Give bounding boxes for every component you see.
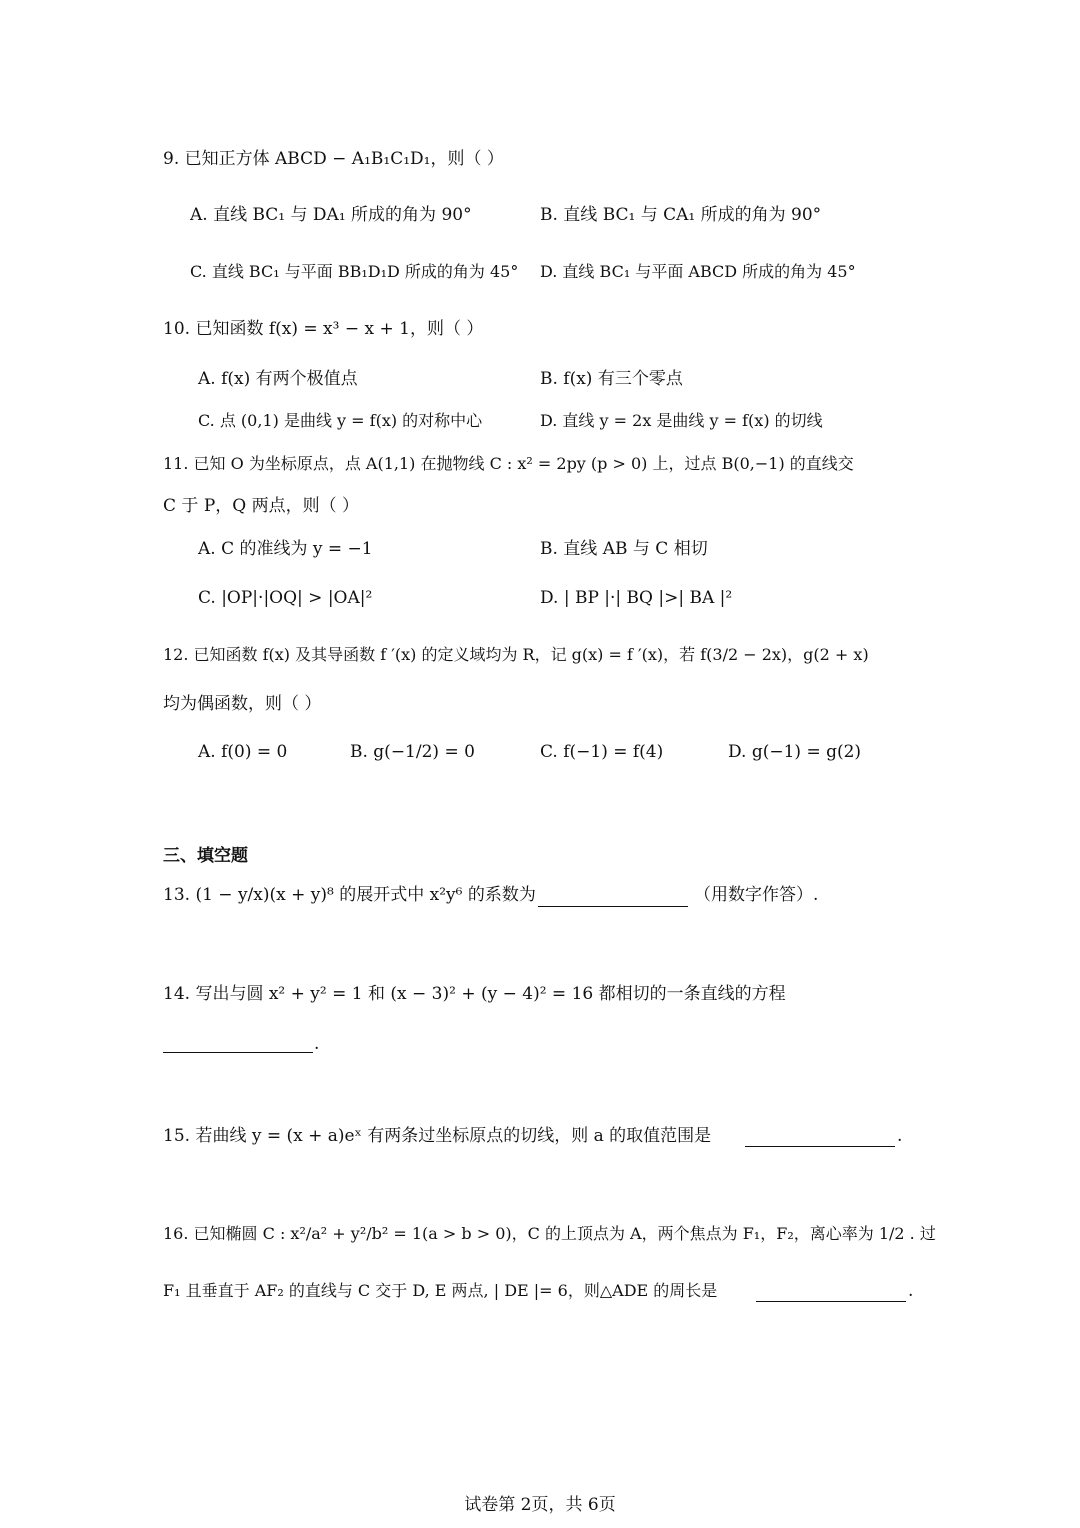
q12-stem-line1: 12. 已知函数 f(x) 及其导函数 f ′(x) 的定义域均为 R，记 g(x) = f ′(x)，若 f(3/2 − 2x)，g(2 + x) xyxy=(163,645,869,664)
page-footer: 试卷第 2页，共 6页 xyxy=(464,1495,616,1515)
q13-answer-blank[interactable] xyxy=(538,906,688,907)
q11-option-b: B. 直线 AB 与 C 相切 xyxy=(540,539,708,559)
q16-answer-blank[interactable] xyxy=(756,1301,906,1302)
q16-stem-line2: F₁ 且垂直于 AF₂ 的直线与 C 交于 D, E 两点, | DE |= 6，则△ADE 的周长是 xyxy=(163,1281,718,1300)
q16-stem-line1: 16. 已知椭圆 C : x²/a² + y²/b² = 1(a > b > 0)，C 的上顶点为 A，两个焦点为 F₁，F₂，离心率为 1/2 . 过 xyxy=(163,1224,936,1243)
q9-option-b: B. 直线 BC₁ 与 CA₁ 所成的角为 90° xyxy=(540,205,822,225)
q10-option-a: A. f(x) 有两个极值点 xyxy=(198,369,358,389)
q12-option-c: C. f(−1) = f(4) xyxy=(540,742,664,762)
q11-option-d: D. | BP |·| BQ |>| BA |² xyxy=(540,588,733,608)
section-title: 三、填空题 xyxy=(163,846,248,866)
q10-option-c: C. 点 (0,1) 是曲线 y = f(x) 的对称中心 xyxy=(198,411,483,430)
q11-option-c: C. |OP|·|OQ| > |OA|² xyxy=(198,588,373,608)
q14-answer-blank[interactable] xyxy=(163,1052,313,1053)
q10-stem: 10. 已知函数 f(x) = x³ − x + 1，则（ ） xyxy=(163,319,484,339)
q15-answer-blank[interactable] xyxy=(745,1146,895,1147)
q9-option-d: D. 直线 BC₁ 与平面 ABCD 所成的角为 45° xyxy=(540,262,856,281)
q15-tail: . xyxy=(897,1126,903,1146)
q14-text: 14. 写出与圆 x² + y² = 1 和 (x − 3)² + (y − 4)² = 16 都相切的一条直线的方程 xyxy=(163,984,786,1004)
q10-option-b: B. f(x) 有三个零点 xyxy=(540,369,683,389)
q13-tail: （用数字作答）. xyxy=(694,885,819,905)
q10-option-d: D. 直线 y = 2x 是曲线 y = f(x) 的切线 xyxy=(540,411,823,430)
q12-option-b: B. g(−1/2) = 0 xyxy=(350,742,475,762)
q9-option-c: C. 直线 BC₁ 与平面 BB₁D₁D 所成的角为 45° xyxy=(190,262,519,281)
q16-tail: . xyxy=(908,1281,914,1301)
q11-option-a: A. C 的准线为 y = −1 xyxy=(198,539,373,559)
q9-stem: 9. 已知正方体 ABCD − A₁B₁C₁D₁，则（ ） xyxy=(163,149,504,169)
q14-tail: . xyxy=(314,1034,320,1054)
q13-text: 13. (1 − y/x)(x + y)⁸ 的展开式中 x²y⁶ 的系数为 xyxy=(163,885,536,905)
q11-stem-line2: C 于 P，Q 两点，则（ ） xyxy=(163,496,359,516)
q11-stem-line1: 11. 已知 O 为坐标原点，点 A(1,1) 在抛物线 C : x² = 2py (p > 0) 上，过点 B(0,−1) 的直线交 xyxy=(163,454,854,473)
q9-option-a: A. 直线 BC₁ 与 DA₁ 所成的角为 90° xyxy=(190,205,472,225)
q12-option-d: D. g(−1) = g(2) xyxy=(728,742,862,762)
q12-stem-line2: 均为偶函数，则（ ） xyxy=(163,694,322,714)
q12-option-a: A. f(0) = 0 xyxy=(198,742,288,762)
q15-text: 15. 若曲线 y = (x + a)eˣ 有两条过坐标原点的切线，则 a 的取值范围是 xyxy=(163,1126,712,1146)
